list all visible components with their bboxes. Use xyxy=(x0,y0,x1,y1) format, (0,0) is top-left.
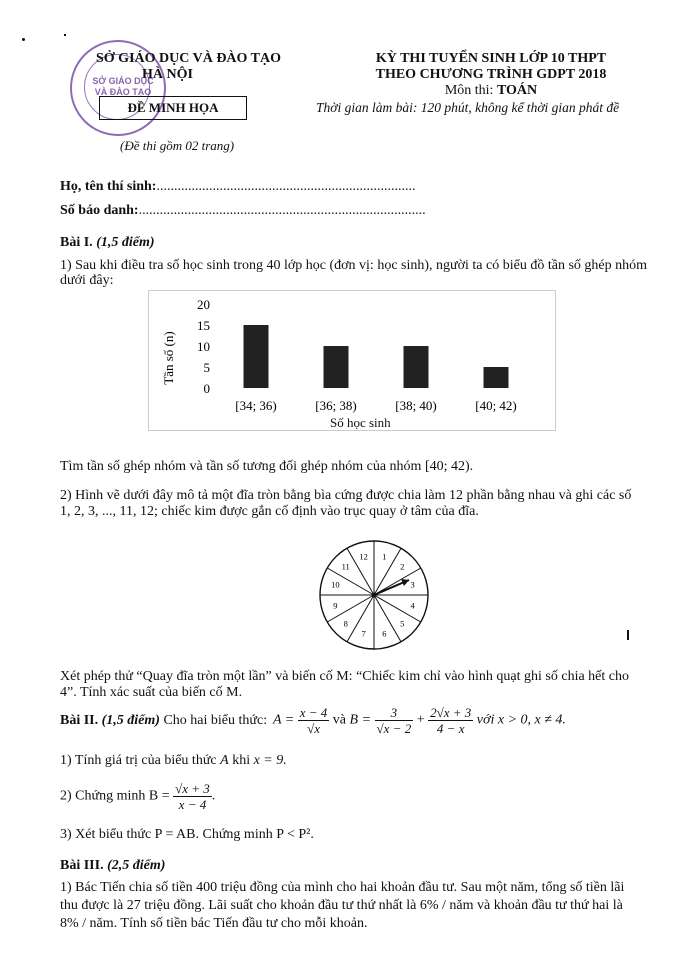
corner-mark xyxy=(64,34,66,36)
chart-ytick-label: 15 xyxy=(197,318,210,333)
chart-ylabel: Tần số (n) xyxy=(161,331,176,385)
wheel-number: 2 xyxy=(400,561,405,572)
page-mark xyxy=(627,630,629,640)
chart-xlabel: Số học sinh xyxy=(330,415,391,430)
q2-prefix: 2) Chứng minh B = xyxy=(60,788,170,804)
subject-name: TOÁN xyxy=(496,83,538,98)
chart-xtick-label: [38; 40) xyxy=(395,398,437,413)
chart-bar xyxy=(484,367,509,388)
B-lhs: B = xyxy=(349,712,372,728)
candidate-name-row xyxy=(60,178,415,196)
department-name: SỞ GIÁO DỤC VÀ ĐÀO TẠO xyxy=(96,51,282,66)
bai1-q1-line1: 1) Sau khi điều tra số học sinh trong 40 lớp học (đơn vị: học sinh), người ta có biểu đồ tần số ghép nhóm xyxy=(60,258,647,273)
program-title: THEO CHƯƠNG TRÌNH GDPT 2018 xyxy=(375,67,607,82)
time-note: Thời gian làm bài: 120 phút, không kể thời gian phát đề xyxy=(316,100,620,115)
bai3-points: (2,5 điểm) xyxy=(107,858,166,873)
A-fraction: $\frac{x - 4}{√x}$ xyxy=(299,705,328,736)
bai2-intro: Cho hai biểu thức: xyxy=(163,713,268,728)
city-name: HÀ NỘI xyxy=(142,67,193,82)
wheel-number: 6 xyxy=(382,628,387,639)
expression-A xyxy=(273,705,566,736)
candidate-id-label: Số báo danh: xyxy=(60,203,139,218)
bai1-q1-ask: Tìm tần số ghép nhóm và tần số tương đối ghép nhóm của nhóm [40; 42). xyxy=(60,459,474,474)
chart-bar xyxy=(404,346,429,388)
spinner-wheel xyxy=(317,538,431,652)
wheel-number: 9 xyxy=(333,600,338,611)
candidate-id-dots: .................................................................................. xyxy=(138,203,426,218)
bai2-q3: 3) Xét biểu thức P = AB. Chứng minh P < P². xyxy=(60,827,314,842)
candidate-name-label: Họ, tên thí sinh: xyxy=(60,179,157,194)
chart-ytick-label: 0 xyxy=(203,381,210,396)
bai1-q1-line2: dưới đây: xyxy=(60,273,114,288)
stamp-text: SỞ GIÁO DỤC VÀ ĐÀO TẠO xyxy=(92,76,154,97)
wheel-number: 11 xyxy=(341,561,350,572)
bai1-heading xyxy=(60,234,155,252)
wheel-number: 3 xyxy=(410,579,415,590)
chart-bar xyxy=(324,346,349,388)
wheel-number: 10 xyxy=(331,579,340,590)
exam-type-box: ĐỀ MINH HỌA xyxy=(99,96,247,120)
bai1-q2-ask-line2: 4”. Tính xác suất của biến cố M. xyxy=(60,685,243,700)
chart-xtick-label: [36; 38) xyxy=(315,398,357,413)
bai2-title: Bài II. xyxy=(60,713,99,728)
candidate-name-dots: .......................................................................... xyxy=(156,179,416,194)
wheel-number: 7 xyxy=(361,628,366,639)
corner-mark xyxy=(22,38,25,41)
subject-line xyxy=(318,82,664,100)
wheel-number: 5 xyxy=(400,618,405,629)
bai2-heading xyxy=(60,712,267,730)
wheel-hub xyxy=(372,593,377,598)
bai3-q1-line2: thu được là 27 triệu đồng. Lãi suất cho khoản đầu tư thứ nhất là 6% / năm và khoản đầu tư thứ hai là xyxy=(60,898,623,913)
chart-bar xyxy=(244,325,269,388)
q2-fraction: $\frac{√x + 3}{x - 4}$ xyxy=(175,781,210,812)
bai1-title: Bài I. xyxy=(60,235,93,250)
exam-title: KỲ THI TUYỂN SINH LỚP 10 THPT xyxy=(375,51,607,66)
chart-ytick-label: 20 xyxy=(197,297,210,312)
bai2-q1: 1) Tính giá trị của biểu thức A khi x = 9. xyxy=(60,753,287,768)
candidate-id-row xyxy=(60,202,426,220)
chart-ytick-label: 10 xyxy=(197,339,210,354)
and-word: và xyxy=(332,712,347,728)
chart-ytick-label: 5 xyxy=(203,360,210,375)
B-fraction-1: $\frac{3}{√x - 2}$ xyxy=(376,705,412,736)
bai1-points: (1,5 điểm) xyxy=(96,235,155,250)
subject-label: Môn thi: xyxy=(444,83,497,98)
pages-note: (Đề thi gồm 02 trang) xyxy=(120,138,235,153)
wheel-number: 1 xyxy=(382,551,387,562)
chart-xtick-label: [40; 42) xyxy=(475,398,517,413)
bai3-q1-line1: 1) Bác Tiến chia số tiền 400 triệu đồng của mình cho hai khoản đầu tư. Sau một năm, tổng số tiền lãi xyxy=(60,880,625,895)
bai2-points: (1,5 điểm) xyxy=(101,713,160,728)
wheel-number: 12 xyxy=(359,551,368,562)
wheel-number: 8 xyxy=(343,618,348,629)
A-lhs: A = xyxy=(273,712,295,728)
bai3-title: Bài III. xyxy=(60,858,104,873)
B-fraction-2: $\frac{2√x + 3}{4 - x}$ xyxy=(430,705,472,736)
bai1-q2-line1: 2) Hình vẽ dưới đây mô tả một đĩa tròn bằng bìa cứng được chia làm 12 phần bằng nhau và ghi các số xyxy=(60,488,632,503)
domain-condition: với x > 0, x ≠ 4. xyxy=(476,712,566,728)
bai3-heading xyxy=(60,857,165,875)
wheel-number: 4 xyxy=(410,600,415,611)
bai3-q1-line3: 8% / năm. Tính số tiền bác Tiến đầu tư cho mỗi khoản. xyxy=(60,916,368,931)
plus-sign: + xyxy=(416,712,425,728)
bai2-q2: 2) Chứng minh B = $\frac{√x + 3}{x - 4}$ . xyxy=(60,781,216,812)
bai1-q2-ask-line1: Xét phép thử “Quay đĩa tròn một lần” và biến cố M: “Chiếc kim chỉ vào hình quạt ghi số chia hết cho xyxy=(60,669,629,684)
bai1-q2-line2: 1, 2, 3, ..., 11, 12; chiếc kim được gắn cố định vào trục quay ở tâm của đĩa. xyxy=(60,504,479,519)
chart-xtick-label: [34; 36) xyxy=(235,398,277,413)
